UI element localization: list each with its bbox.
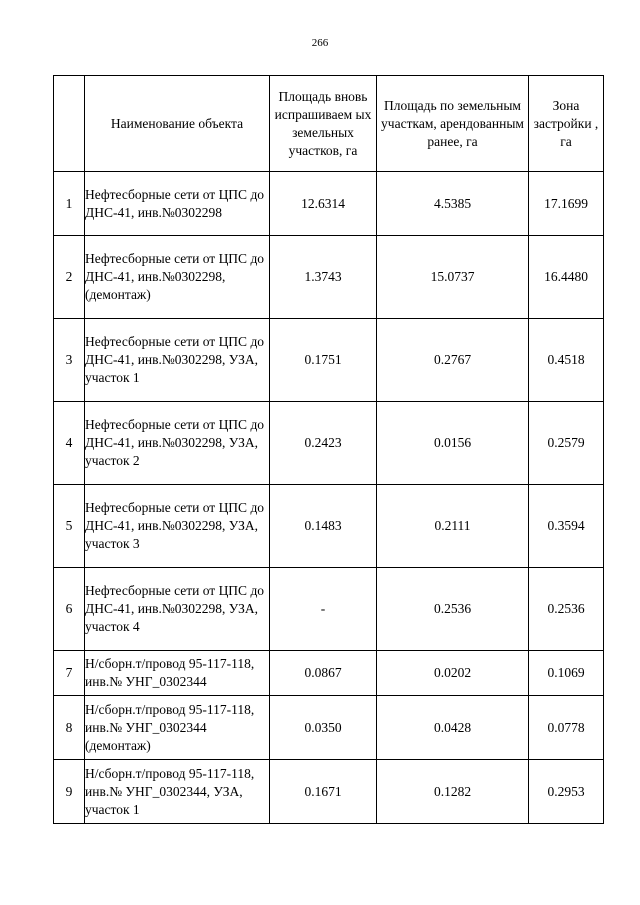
table-row (54, 651, 604, 696)
new-area-value: 0.1483 (270, 485, 377, 568)
zone-value: 17.1699 (529, 172, 604, 236)
new-area-value: 0.2423 (270, 402, 377, 485)
row-number: 2 (54, 236, 85, 319)
table-row (54, 319, 604, 402)
header-new-area: Площадь вновь испрашиваем ых земельных участков, га (270, 76, 377, 172)
row-number: 6 (54, 568, 85, 651)
object-name: Н/сборн.т/провод 95-117-118, инв.№ УНГ_0302344 (85, 651, 270, 696)
rented-area-value: 4.5385 (377, 172, 529, 236)
object-name: Н/сборн.т/провод 95-117-118, инв.№ УНГ_0302344, УЗА, участок 1 (85, 760, 270, 824)
object-name: Нефтесборные сети от ЦПС до ДНС-41, инв.№0302298 (85, 172, 270, 236)
rented-area-value: 0.2111 (377, 485, 529, 568)
zone-value: 0.4518 (529, 319, 604, 402)
zone-value: 0.0778 (529, 696, 604, 760)
table-row (54, 485, 604, 568)
object-name: Нефтесборные сети от ЦПС до ДНС-41, инв.№0302298, (демонтаж) (85, 236, 270, 319)
new-area-value: 0.0350 (270, 696, 377, 760)
zone-value: 0.1069 (529, 651, 604, 696)
table-row (54, 172, 604, 236)
row-number: 5 (54, 485, 85, 568)
new-area-value: - (270, 568, 377, 651)
rented-area-value: 0.2536 (377, 568, 529, 651)
table-row (54, 760, 604, 824)
new-area-value: 12.6314 (270, 172, 377, 236)
table-row (54, 402, 604, 485)
table-row (54, 568, 604, 651)
row-number: 9 (54, 760, 85, 824)
rented-area-value: 0.2767 (377, 319, 529, 402)
zone-value: 0.2953 (529, 760, 604, 824)
object-name: Н/сборн.т/провод 95-117-118, инв.№ УНГ_0302344 (демонтаж) (85, 696, 270, 760)
new-area-value: 0.1751 (270, 319, 377, 402)
row-number: 1 (54, 172, 85, 236)
row-number: 3 (54, 319, 85, 402)
object-name: Нефтесборные сети от ЦПС до ДНС-41, инв.№0302298, УЗА, участок 3 (85, 485, 270, 568)
zone-value: 16.4480 (529, 236, 604, 319)
zone-value: 0.3594 (529, 485, 604, 568)
object-name: Нефтесборные сети от ЦПС до ДНС-41, инв.№0302298, УЗА, участок 1 (85, 319, 270, 402)
object-name: Нефтесборные сети от ЦПС до ДНС-41, инв.№0302298, УЗА, участок 2 (85, 402, 270, 485)
object-name: Нефтесборные сети от ЦПС до ДНС-41, инв.№0302298, УЗА, участок 4 (85, 568, 270, 651)
new-area-value: 0.0867 (270, 651, 377, 696)
row-number: 4 (54, 402, 85, 485)
row-number: 7 (54, 651, 85, 696)
header-rented-area: Площадь по земельным участкам, арендованным ранее, га (377, 76, 529, 172)
table-row (54, 236, 604, 319)
page-number: 266 (311, 37, 329, 49)
rented-area-value: 0.0202 (377, 651, 529, 696)
land-plots-table (53, 75, 604, 824)
zone-value: 0.2536 (529, 568, 604, 651)
rented-area-value: 0.0428 (377, 696, 529, 760)
new-area-value: 1.3743 (270, 236, 377, 319)
header-zone: Зона застройки , га (529, 76, 604, 172)
row-number: 8 (54, 696, 85, 760)
rented-area-value: 0.0156 (377, 402, 529, 485)
new-area-value: 0.1671 (270, 760, 377, 824)
table-row (54, 696, 604, 760)
header-object-name: Наименование объекта (85, 76, 270, 172)
rented-area-value: 15.0737 (377, 236, 529, 319)
header-number (54, 76, 85, 172)
table-header-row (54, 76, 604, 172)
rented-area-value: 0.1282 (377, 760, 529, 824)
zone-value: 0.2579 (529, 402, 604, 485)
